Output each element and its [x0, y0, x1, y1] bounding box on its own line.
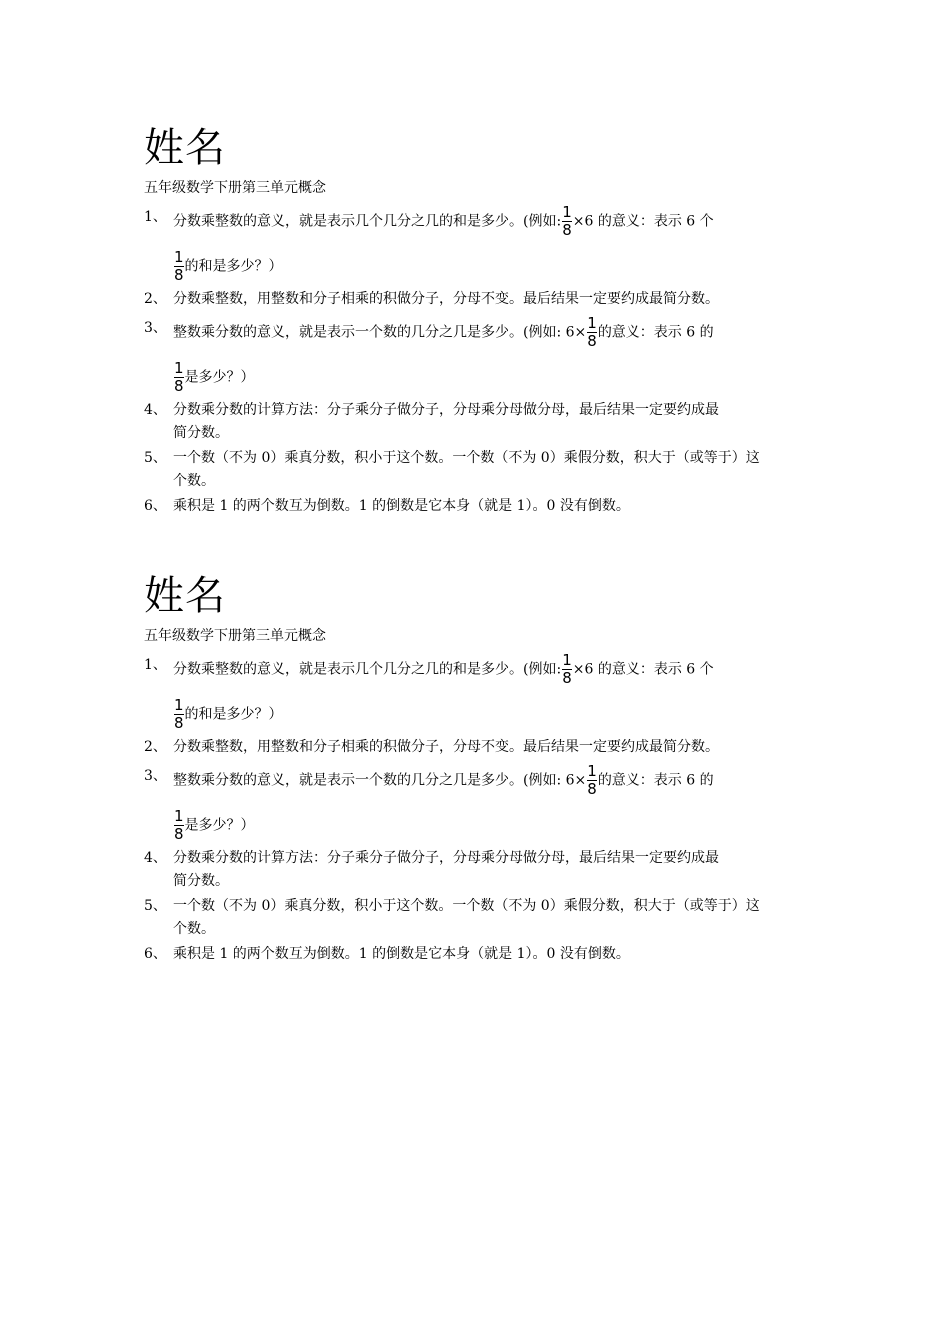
concept-item-3: [144, 315, 814, 395]
item-number: 1、: [144, 657, 167, 673]
item-text: 个数。: [173, 921, 215, 937]
concept-item-4: [144, 847, 814, 893]
concept-item-5: [144, 895, 814, 941]
item-text: 乘积是 1 的两个数互为倒数。1 的倒数是它本身（就是 1）。0 没有倒数。: [173, 498, 630, 514]
item-text: 简分数。: [173, 425, 229, 441]
item-text: 的意义：表示 6 的: [597, 772, 714, 789]
concept-sheet-1: [144, 124, 814, 518]
fraction: $\frac{1}{8}$: [587, 762, 597, 798]
concept-item-1: [144, 652, 814, 732]
item-text: ×6 的意义：表示 6 个: [572, 661, 714, 678]
item-text: ×6 的意义：表示 6 个: [572, 213, 714, 230]
item-number: 1、: [144, 209, 167, 225]
sheet-subtitle: 五年级数学下册第三单元概念: [144, 628, 326, 644]
fraction: $\frac{1}{8}$: [562, 203, 572, 239]
concept-item-3: [144, 763, 814, 843]
item-text: 一个数（不为 0）乘真分数，积小于这个数。一个数（不为 0）乘假分数，积大于（或等于）这: [173, 450, 760, 466]
fraction: $\frac{1}{8}$: [174, 807, 184, 843]
fraction: $\frac{1}{8}$: [174, 696, 184, 732]
item-text: 是多少？）: [184, 369, 255, 386]
item-text: 是多少？）: [184, 817, 255, 834]
item-text: 分数乘分数的计算方法：分子乘分子做分子，分母乘分母做分母，最后结果一定要约成最: [173, 850, 719, 866]
item-text: 的意义：表示 6 的: [597, 324, 714, 341]
item-text: 个数。: [173, 473, 215, 489]
concept-item-4: [144, 399, 814, 445]
item-text: 乘积是 1 的两个数互为倒数。1 的倒数是它本身（就是 1）。0 没有倒数。: [173, 946, 630, 962]
item-text: 一个数（不为 0）乘真分数，积小于这个数。一个数（不为 0）乘假分数，积大于（或等于）这: [173, 898, 760, 914]
concept-sheet-2: [144, 572, 814, 966]
name-heading: 姓名: [144, 573, 226, 619]
item-text: 的和是多少？）: [184, 258, 283, 275]
concept-item-6: [144, 943, 814, 966]
fraction: $\frac{1}{8}$: [174, 248, 184, 284]
item-text: 分数乘整数的意义，就是表示几个几分之几的和是多少。(例如:: [173, 661, 562, 678]
name-heading: 姓名: [144, 125, 226, 171]
item-text: 分数乘整数，用整数和分子相乘的积做分子，分母不变。最后结果一定要约成最简分数。: [173, 739, 719, 755]
item-number: 3、: [144, 320, 167, 336]
item-text: 分数乘整数，用整数和分子相乘的积做分子，分母不变。最后结果一定要约成最简分数。: [173, 291, 719, 307]
fraction: $\frac{1}{8}$: [174, 359, 184, 395]
item-number: 4、: [144, 850, 167, 866]
sheet-subtitle: 五年级数学下册第三单元概念: [144, 180, 326, 196]
item-number: 2、: [144, 739, 167, 755]
item-number: 4、: [144, 402, 167, 418]
concept-item-6: [144, 495, 814, 518]
item-text: 整数乘分数的意义，就是表示一个数的几分之几是多少。(例如: 6×: [173, 324, 587, 341]
item-number: 2、: [144, 291, 167, 307]
item-text: 分数乘分数的计算方法：分子乘分子做分子，分母乘分母做分母，最后结果一定要约成最: [173, 402, 719, 418]
concept-item-2: [144, 288, 814, 311]
item-number: 6、: [144, 946, 167, 962]
item-number: 5、: [144, 898, 167, 914]
item-number: 3、: [144, 768, 167, 784]
item-number: 6、: [144, 498, 167, 514]
concept-item-1: [144, 204, 814, 284]
item-text: 分数乘整数的意义，就是表示几个几分之几的和是多少。(例如:: [173, 213, 562, 230]
fraction: $\frac{1}{8}$: [562, 651, 572, 687]
item-text: 简分数。: [173, 873, 229, 889]
fraction: $\frac{1}{8}$: [587, 314, 597, 350]
concept-item-2: [144, 736, 814, 759]
concept-item-5: [144, 447, 814, 493]
item-text: 整数乘分数的意义，就是表示一个数的几分之几是多少。(例如: 6×: [173, 772, 587, 789]
item-number: 5、: [144, 450, 167, 466]
item-text: 的和是多少？）: [184, 706, 283, 723]
